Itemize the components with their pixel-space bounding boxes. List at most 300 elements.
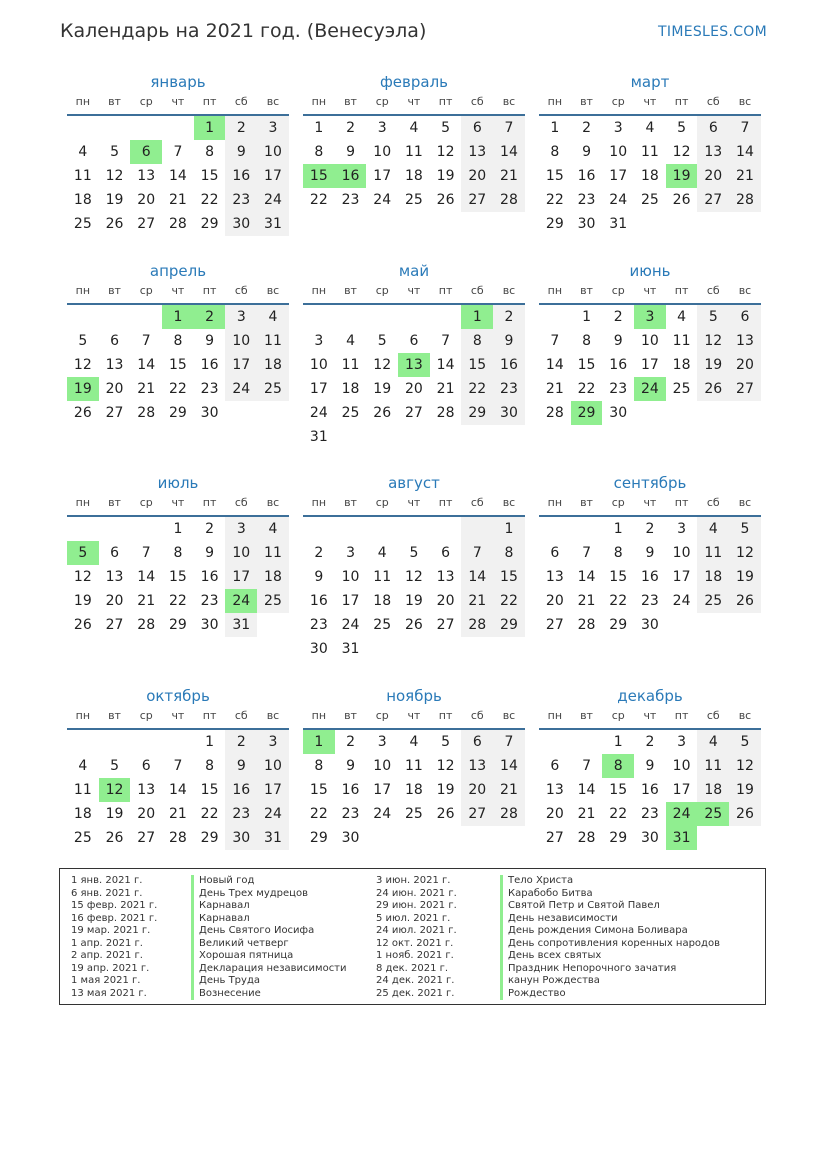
day-cell: 28 [436, 405, 455, 421]
empty-cell [430, 425, 462, 449]
month-name: апрель [149, 262, 207, 280]
day-grid [303, 517, 525, 661]
weekend-day-cell: 14 [461, 565, 493, 589]
weekend-day-cell: 4 [257, 517, 289, 541]
day-cell: 26 [672, 192, 691, 208]
weekend-day-cell: 23 [225, 802, 257, 826]
day-cell: 24 [341, 617, 360, 633]
weekend-day-cell: 10 [257, 754, 289, 778]
day-cell: 5 [377, 333, 387, 349]
legend-names-right [500, 875, 720, 1000]
weekend-day-cell: 19 [729, 565, 761, 589]
weekend-day-cell: 25 [257, 377, 289, 401]
day-cell: 20 [545, 806, 564, 822]
month-name: март [630, 73, 670, 91]
weekend-day-cell: 16 [493, 353, 525, 377]
day-cell: 12 [105, 168, 124, 184]
empty-cell [130, 116, 162, 140]
weekday-header [67, 708, 289, 730]
day-cell: 29 [545, 216, 564, 232]
weekday-label: пт [674, 709, 689, 722]
day-grid [67, 305, 289, 425]
empty-cell [335, 517, 367, 541]
weekday-label: вс [266, 709, 280, 722]
day-cell: 15 [168, 357, 187, 373]
empty-cell [697, 401, 729, 425]
weekend-day-cell: 15 [493, 565, 525, 589]
day-cell: 15 [200, 782, 219, 798]
weekday-label: ср [611, 709, 625, 722]
weekend-day-cell: 4 [697, 730, 729, 754]
weekday-label: чт [643, 284, 657, 297]
day-cell: 16 [609, 357, 628, 373]
weekend-day-cell: 2 [225, 730, 257, 754]
day-cell: 9 [582, 144, 591, 160]
day-cell: 1 [550, 120, 560, 136]
holiday-day-cell: 24 [225, 589, 257, 613]
empty-cell [335, 305, 367, 329]
day-cell: 26 [373, 405, 392, 421]
day-cell: 29 [200, 830, 219, 846]
empty-cell [461, 637, 493, 661]
legend-dates-left [71, 875, 157, 1000]
legend-date: 8 дек. 2021 г. [376, 962, 449, 974]
day-cell: 4 [645, 120, 655, 136]
empty-cell [493, 637, 525, 661]
day-cell: 12 [404, 569, 423, 585]
empty-cell [99, 730, 131, 754]
weekend-day-cell: 3 [225, 517, 257, 541]
weekend-day-cell: 21 [493, 778, 525, 802]
day-cell: 29 [168, 617, 187, 633]
weekday-header [539, 708, 761, 730]
weekday-label: чт [407, 709, 421, 722]
day-grid [539, 305, 761, 425]
legend-holiday-name: Новый год [191, 875, 347, 888]
weekday-label: чт [407, 95, 421, 108]
day-cell: 16 [640, 782, 659, 798]
weekend-day-cell: 18 [697, 778, 729, 802]
day-cell: 7 [173, 144, 183, 160]
day-cell: 30 [200, 405, 219, 421]
holiday-day-cell: 19 [666, 164, 698, 188]
day-cell: 13 [545, 569, 564, 585]
weekday-header [539, 283, 761, 305]
day-cell: 27 [105, 405, 124, 421]
day-cell: 21 [137, 593, 156, 609]
weekend-day-cell: 24 [225, 377, 257, 401]
day-cell: 16 [309, 593, 328, 609]
day-cell: 28 [137, 405, 156, 421]
day-cell: 21 [545, 381, 564, 397]
day-cell: 20 [105, 593, 124, 609]
day-cell: 8 [205, 758, 215, 774]
day-cell: 16 [200, 569, 219, 585]
day-cell: 14 [577, 569, 596, 585]
legend-date: 1 мая 2021 г. [71, 975, 141, 986]
empty-cell [303, 517, 335, 541]
weekday-label: пт [674, 496, 689, 509]
empty-cell [99, 517, 131, 541]
month-block [539, 684, 761, 850]
day-cell: 8 [314, 144, 324, 160]
weekday-label: ср [139, 709, 153, 722]
weekday-label: ср [139, 284, 153, 297]
day-grid [67, 116, 289, 236]
day-grid [303, 305, 525, 449]
day-cell: 22 [577, 381, 596, 397]
day-cell: 17 [609, 168, 628, 184]
day-cell: 14 [137, 357, 156, 373]
legend-holiday-name: День Труда [191, 975, 347, 988]
empty-cell [430, 826, 462, 850]
day-cell: 18 [640, 168, 659, 184]
day-cell: 23 [609, 381, 628, 397]
weekend-day-cell: 3 [225, 305, 257, 329]
weekend-day-cell: 29 [461, 401, 493, 425]
weekday-label: пн [311, 709, 327, 722]
day-cell: 17 [373, 168, 392, 184]
legend-date: 1 апр. 2021 г. [71, 937, 143, 949]
day-cell: 2 [346, 120, 355, 136]
day-cell: 2 [613, 309, 623, 325]
day-cell: 4 [409, 120, 419, 136]
weekday-label: вс [266, 95, 280, 108]
weekend-day-cell: 5 [697, 305, 729, 329]
day-cell: 19 [436, 168, 455, 184]
weekend-day-cell: 7 [493, 730, 525, 754]
empty-cell [571, 730, 603, 754]
day-cell: 27 [137, 830, 156, 846]
weekend-day-cell: 18 [257, 565, 289, 589]
weekday-label: ср [375, 95, 389, 108]
weekday-label: пт [438, 709, 453, 722]
day-cell: 20 [137, 192, 156, 208]
day-cell: 11 [373, 569, 392, 585]
day-cell: 27 [545, 830, 564, 846]
weekend-day-cell: 1 [493, 517, 525, 541]
holiday-day-cell: 6 [130, 140, 162, 164]
empty-cell [666, 613, 698, 637]
day-grid [539, 116, 761, 236]
weekend-day-cell: 28 [461, 613, 493, 637]
day-cell: 23 [640, 806, 659, 822]
empty-cell [666, 212, 698, 236]
day-cell: 14 [436, 357, 455, 373]
day-cell: 12 [436, 758, 455, 774]
weekend-day-cell: 9 [225, 140, 257, 164]
day-cell: 8 [314, 758, 324, 774]
day-cell: 2 [645, 734, 655, 750]
legend-holiday-name: Тело Христа [500, 875, 720, 888]
day-cell: 2 [582, 120, 591, 136]
weekday-label: чт [643, 95, 657, 108]
day-cell: 28 [168, 830, 187, 846]
empty-cell [398, 517, 430, 541]
legend-holiday-name: Святой Петр и Святой Павел [500, 900, 720, 913]
weekend-day-cell: 19 [697, 353, 729, 377]
empty-cell [366, 305, 398, 329]
day-cell: 27 [105, 617, 124, 633]
weekday-label: пн [547, 284, 563, 297]
month-block [539, 70, 761, 236]
day-cell: 15 [577, 357, 596, 373]
day-cell: 14 [168, 168, 187, 184]
day-grid [67, 517, 289, 637]
holiday-day-cell: 5 [67, 541, 99, 565]
day-cell: 1 [613, 734, 623, 750]
weekend-day-cell: 26 [697, 377, 729, 401]
weekend-day-cell: 13 [461, 140, 493, 164]
empty-cell [162, 116, 194, 140]
weekend-day-cell: 22 [461, 377, 493, 401]
weekday-label: вс [738, 496, 752, 509]
weekday-label: пн [311, 95, 327, 108]
day-cell: 10 [341, 569, 360, 585]
weekday-header [303, 708, 525, 730]
month-block [303, 684, 525, 850]
weekday-header [303, 495, 525, 517]
empty-cell [697, 613, 729, 637]
day-cell: 23 [341, 192, 360, 208]
day-cell: 2 [645, 521, 655, 537]
day-cell: 7 [582, 545, 591, 561]
day-cell: 3 [677, 734, 687, 750]
weekday-label: пн [311, 284, 327, 297]
empty-cell [539, 730, 571, 754]
holiday-day-cell: 19 [67, 377, 99, 401]
day-cell: 21 [436, 381, 455, 397]
day-cell: 18 [672, 357, 691, 373]
weekend-day-cell: 3 [257, 116, 289, 140]
day-cell: 8 [173, 333, 183, 349]
empty-cell [539, 517, 571, 541]
legend-date: 24 июл. 2021 г. [376, 925, 457, 936]
weekday-label: вс [502, 709, 516, 722]
legend-date: 16 февр. 2021 г. [71, 912, 158, 924]
day-cell: 26 [105, 830, 124, 846]
month-block [303, 471, 525, 661]
day-cell: 19 [73, 593, 92, 609]
day-cell: 1 [205, 734, 215, 750]
month-block [539, 259, 761, 425]
weekday-label: пт [674, 284, 689, 297]
day-cell: 1 [173, 521, 183, 537]
day-cell: 8 [582, 333, 591, 349]
weekend-day-cell: 10 [225, 329, 257, 353]
day-cell: 29 [609, 617, 628, 633]
holiday-day-cell: 13 [398, 353, 430, 377]
weekend-day-cell: 31 [225, 613, 257, 637]
legend-dates-right [376, 875, 457, 1000]
day-cell: 3 [677, 521, 687, 537]
weekend-day-cell: 8 [493, 541, 525, 565]
month-block [67, 471, 289, 637]
weekday-label: сб [706, 709, 720, 722]
day-cell: 29 [609, 830, 628, 846]
empty-cell [729, 613, 761, 637]
legend-date: 24 дек. 2021 г. [376, 975, 455, 986]
weekend-day-cell: 28 [729, 188, 761, 212]
weekday-label: ср [139, 496, 153, 509]
holiday-day-cell: 1 [194, 116, 226, 140]
weekend-day-cell: 12 [697, 329, 729, 353]
site-link[interactable]: TIMESLES.COM [658, 24, 767, 40]
empty-cell [99, 116, 131, 140]
weekend-day-cell: 13 [697, 140, 729, 164]
legend-holiday-name: Вознесение [191, 988, 347, 1001]
empty-cell [67, 517, 99, 541]
weekend-day-cell: 12 [729, 754, 761, 778]
weekend-day-cell: 4 [257, 305, 289, 329]
empty-cell [257, 401, 289, 425]
day-cell: 22 [309, 806, 328, 822]
weekend-day-cell: 17 [225, 565, 257, 589]
weekend-day-cell: 13 [729, 329, 761, 353]
empty-cell [130, 305, 162, 329]
legend-holiday-name: Праздник Непорочного зачатия [500, 963, 720, 976]
month-block [303, 259, 525, 449]
empty-cell [366, 637, 398, 661]
day-cell: 4 [409, 734, 419, 750]
day-cell: 14 [577, 782, 596, 798]
day-cell: 10 [373, 144, 392, 160]
month-block [539, 471, 761, 637]
weekend-day-cell: 10 [225, 541, 257, 565]
legend-date: 5 июл. 2021 г. [376, 912, 451, 924]
legend-date: 29 июн. 2021 г. [376, 900, 457, 911]
day-cell: 11 [640, 144, 659, 160]
legend-holiday-name: День сопротивления коренных народов [500, 938, 720, 951]
legend-holiday-name: Великий четверг [191, 938, 347, 951]
month-name: июль [157, 474, 199, 492]
weekend-day-cell: 5 [729, 517, 761, 541]
day-cell: 25 [73, 830, 92, 846]
day-cell: 30 [640, 830, 659, 846]
page-title: Календарь на 2021 год. (Венесуэла) [60, 20, 427, 42]
day-cell: 3 [377, 120, 387, 136]
day-cell: 22 [168, 593, 187, 609]
empty-cell [571, 517, 603, 541]
holiday-day-cell: 29 [571, 401, 603, 425]
day-cell: 29 [168, 405, 187, 421]
holiday-day-cell: 1 [303, 730, 335, 754]
day-cell: 11 [73, 782, 92, 798]
weekend-day-cell: 17 [257, 164, 289, 188]
month-name: октябрь [146, 687, 210, 705]
day-cell: 12 [73, 357, 92, 373]
weekend-day-cell: 16 [225, 778, 257, 802]
day-cell: 21 [577, 593, 596, 609]
day-cell: 11 [404, 758, 423, 774]
day-cell: 21 [137, 381, 156, 397]
day-cell: 21 [168, 192, 187, 208]
day-cell: 7 [173, 758, 183, 774]
legend-holiday-name: День рождения Симона Боливара [500, 925, 720, 938]
weekday-label: вт [580, 95, 593, 108]
weekday-label: пт [438, 496, 453, 509]
day-cell: 30 [200, 617, 219, 633]
day-cell: 8 [613, 545, 623, 561]
weekend-day-cell: 26 [729, 589, 761, 613]
day-cell: 5 [441, 734, 451, 750]
empty-cell [257, 613, 289, 637]
day-cell: 17 [309, 381, 328, 397]
empty-cell [67, 116, 99, 140]
day-cell: 30 [640, 617, 659, 633]
weekday-label: вт [344, 709, 357, 722]
day-cell: 3 [346, 545, 355, 561]
day-cell: 6 [110, 333, 119, 349]
weekday-label: пт [202, 284, 217, 297]
empty-cell [634, 401, 666, 425]
day-cell: 27 [404, 405, 423, 421]
weekday-label: вт [108, 95, 121, 108]
day-cell: 13 [137, 168, 156, 184]
day-cell: 9 [314, 569, 324, 585]
day-cell: 28 [137, 617, 156, 633]
month-name: сентябрь [613, 474, 687, 492]
legend-date: 25 дек. 2021 г. [376, 987, 455, 999]
month-block [67, 259, 289, 425]
day-cell: 18 [73, 806, 92, 822]
empty-cell [398, 637, 430, 661]
empty-cell [398, 826, 430, 850]
day-cell: 16 [200, 357, 219, 373]
day-cell: 20 [436, 593, 455, 609]
day-grid [539, 730, 761, 850]
day-cell: 11 [404, 144, 423, 160]
day-cell: 20 [105, 381, 124, 397]
day-cell: 6 [409, 333, 419, 349]
weekend-day-cell: 27 [461, 802, 493, 826]
legend-holiday-name: День независимости [500, 913, 720, 926]
empty-cell [430, 305, 462, 329]
weekday-label: вт [580, 284, 593, 297]
day-cell: 18 [404, 782, 423, 798]
day-cell: 2 [314, 545, 324, 561]
weekday-label: пн [547, 496, 563, 509]
legend-holiday-name: Декларация независимости [191, 963, 347, 976]
weekday-label: пт [202, 709, 217, 722]
day-cell: 4 [377, 545, 387, 561]
day-cell: 10 [672, 545, 691, 561]
day-cell: 15 [309, 782, 328, 798]
weekday-label: чт [407, 284, 421, 297]
day-cell: 1 [582, 309, 591, 325]
weekend-day-cell: 20 [461, 164, 493, 188]
day-cell: 12 [436, 144, 455, 160]
day-cell: 28 [577, 617, 596, 633]
day-cell: 2 [346, 734, 355, 750]
day-cell: 20 [404, 381, 423, 397]
empty-cell [697, 212, 729, 236]
day-cell: 10 [309, 357, 328, 373]
weekend-day-cell: 20 [697, 164, 729, 188]
legend-holiday-name: День всех святых [500, 950, 720, 963]
empty-cell [539, 305, 571, 329]
day-cell: 31 [609, 216, 628, 232]
day-cell: 26 [73, 617, 92, 633]
month-name: июнь [629, 262, 671, 280]
day-cell: 22 [609, 593, 628, 609]
day-cell: 18 [73, 192, 92, 208]
day-cell: 9 [645, 758, 655, 774]
weekday-label: вт [580, 709, 593, 722]
weekend-day-cell: 6 [461, 116, 493, 140]
weekend-day-cell: 17 [257, 778, 289, 802]
day-cell: 19 [373, 381, 392, 397]
